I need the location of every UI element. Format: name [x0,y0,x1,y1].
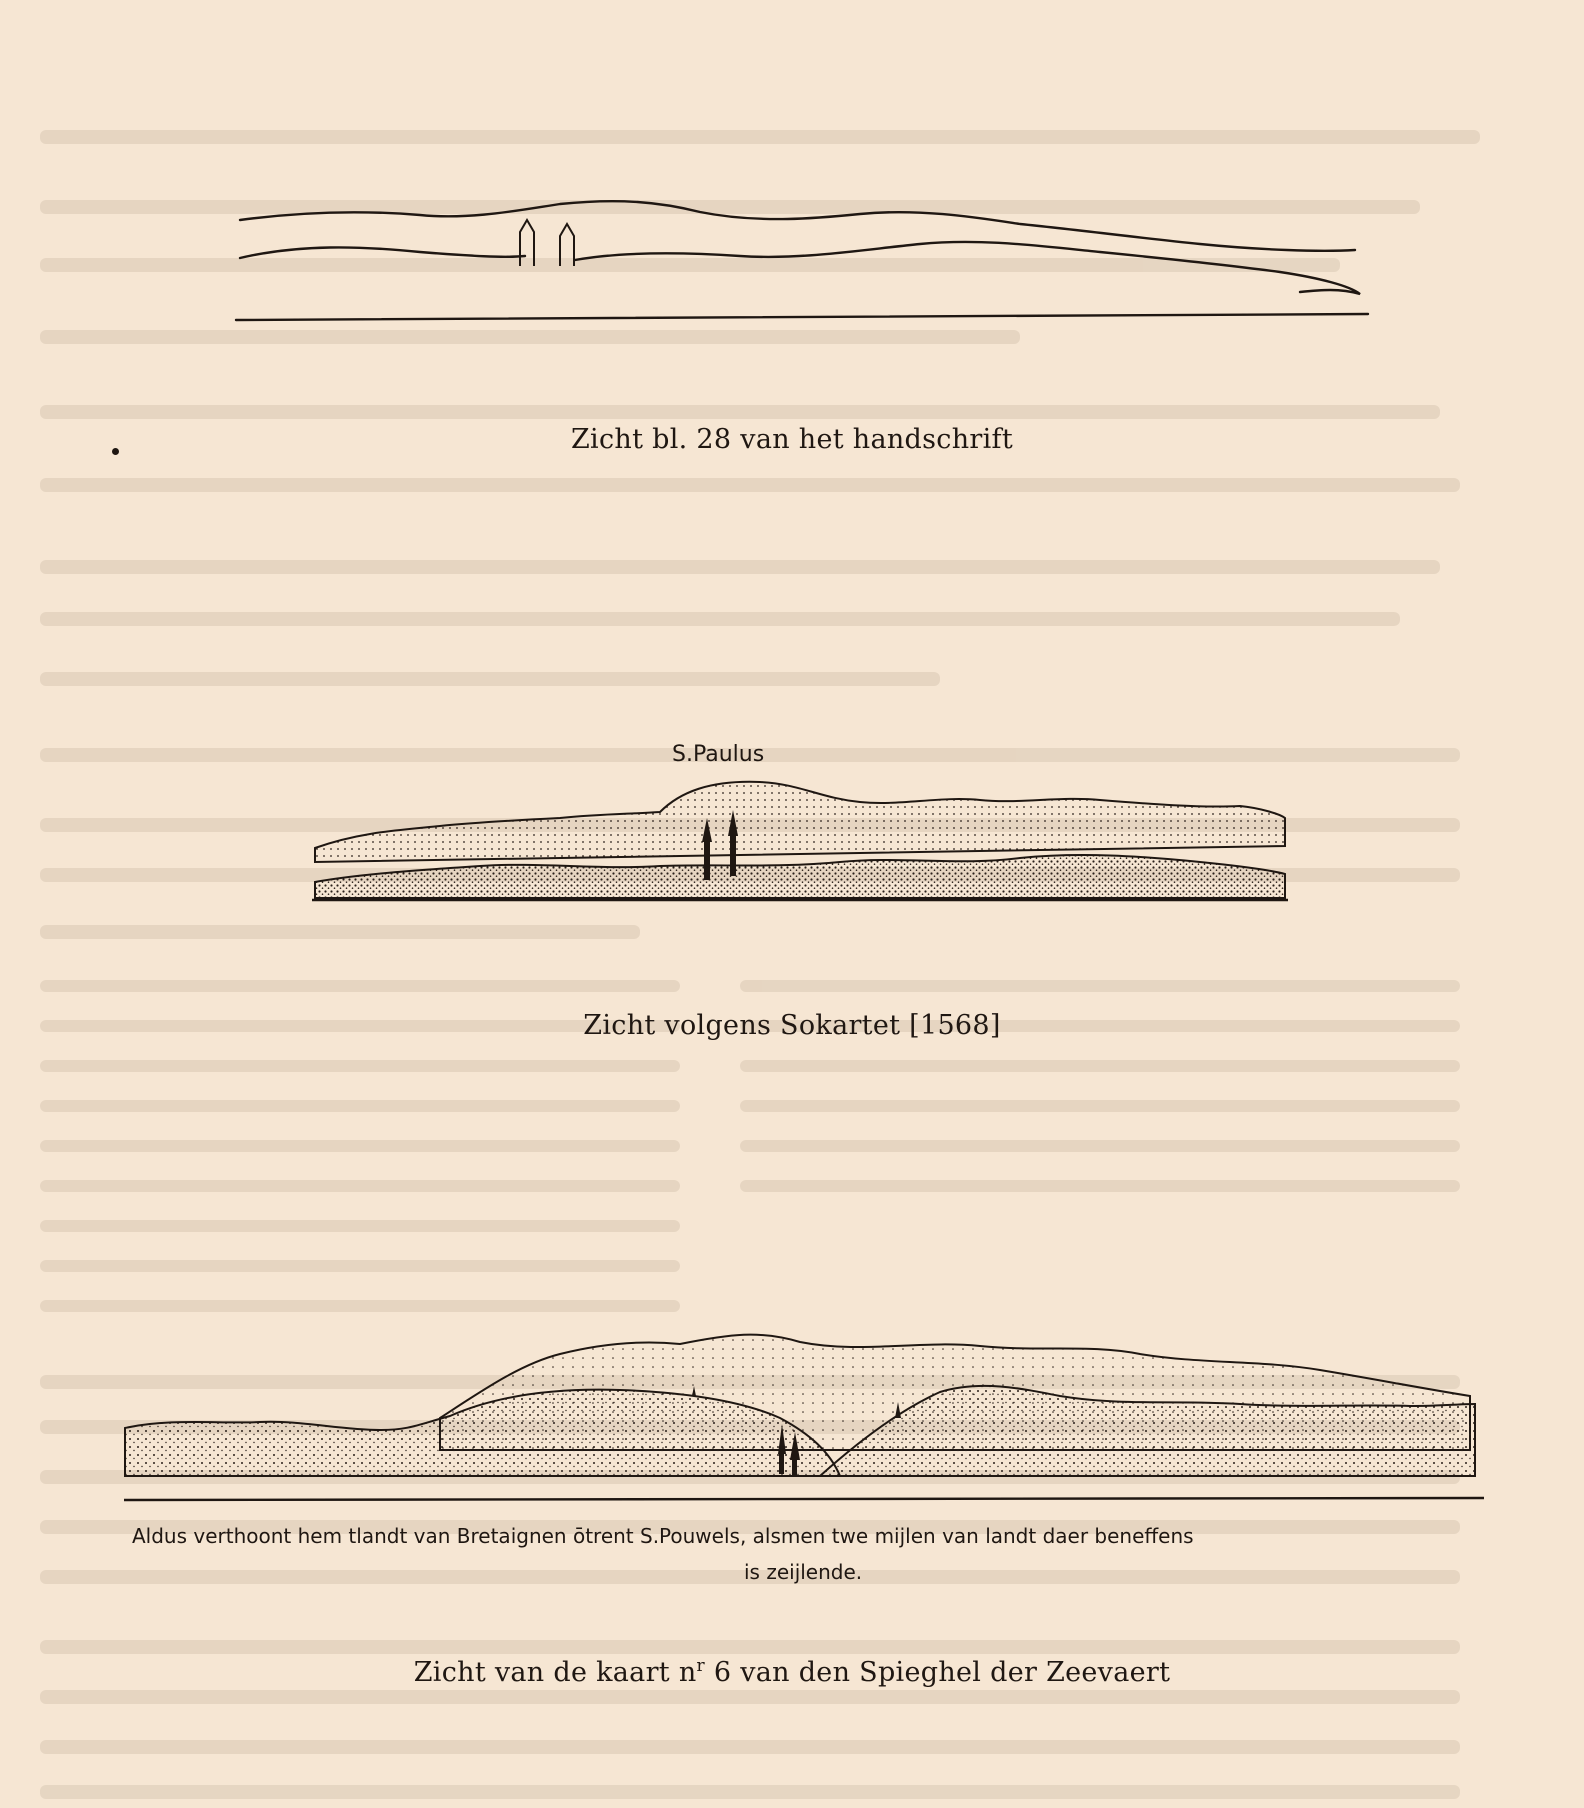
figure-3-caption-sup: r [696,1656,705,1676]
figure-2-stippled-coastline [0,770,1584,920]
stray-ink-dot [112,448,119,455]
figure-3-caption [0,1656,1584,1688]
figure-3-caption-pre: Zicht van de kaart n [413,1657,697,1688]
figure-3-inscription-line1: Aldus verthoont hem tlandt van Bretaignen ōtrent S.Pouwels, alsmen twe mijlen van landt daer beneffens [132,1524,1194,1548]
figure-3-caption-post: 6 van den Spieghel der Zeevaert [704,1657,1171,1688]
figure-2-label: S.Paulus [672,742,765,767]
figure-3-panorama [0,1300,1584,1510]
figure-1-coastline-sketch [0,190,1584,330]
figure-3-inscription-line2: is zeijlende. [744,1560,863,1584]
figure-2-caption: Zicht volgens Sokartet [1568] [583,1010,1001,1041]
figure-1-caption: Zicht bl. 28 van het handschrift [571,424,1013,455]
church-spires-icon [520,220,574,266]
